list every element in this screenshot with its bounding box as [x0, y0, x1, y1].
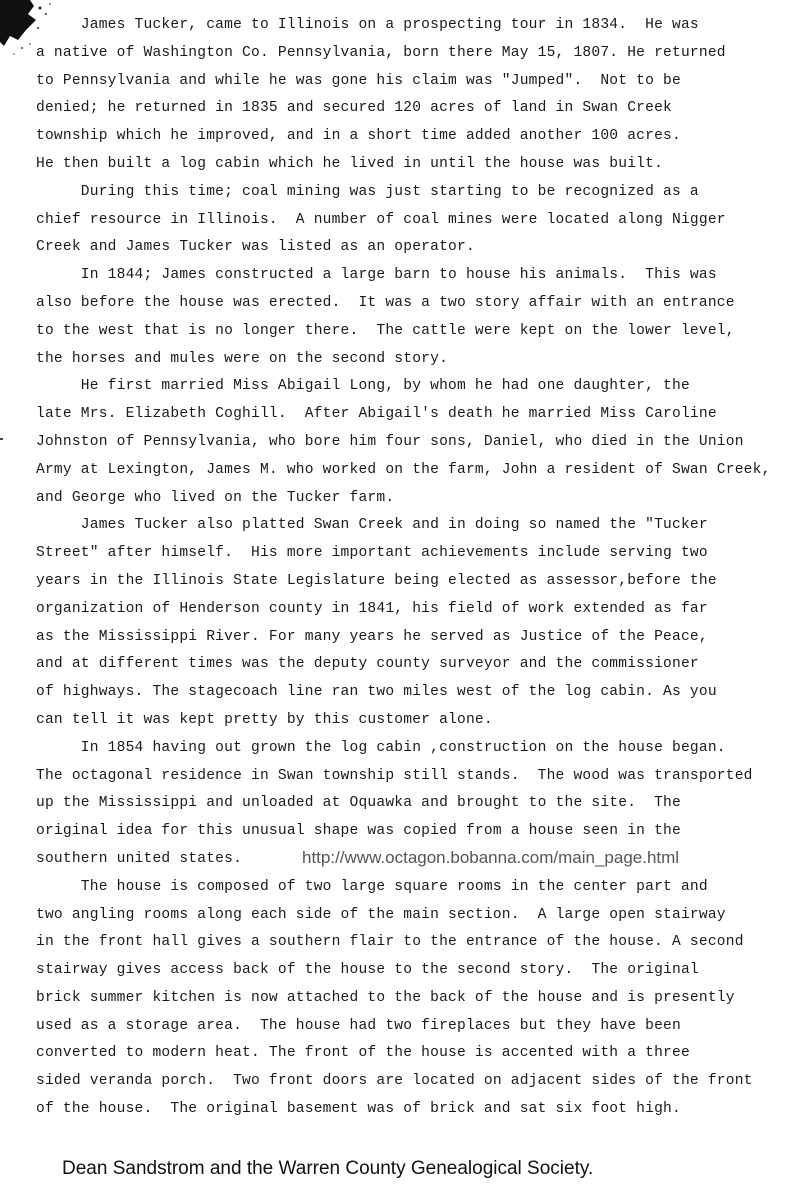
text-line: late Mrs. Elizabeth Coghill. After Abigail's death he married Miss Caroline	[36, 406, 717, 423]
text-line: Army at Lexington, James M. who worked on the farm, John a resident of Swan Creek,	[36, 461, 771, 478]
text-line: Creek and James Tucker was listed as an operator.	[36, 239, 475, 256]
text-line: up the Mississippi and unloaded at Oquawka and brought to the site. The	[36, 795, 681, 812]
text-line: The house is composed of two large square rooms in the center part and	[36, 878, 708, 895]
text-line-with-url	[36, 846, 798, 874]
text-line: The octagonal residence in Swan township still stands. The wood was transported	[36, 767, 753, 784]
body-text	[36, 12, 798, 1124]
text-line: in the front hall gives a southern flair to the entrance of the house. A second	[36, 934, 744, 951]
text-line: chief resource in Illinois. A number of coal mines were located along Nigger	[36, 211, 726, 228]
text-line: sided veranda porch. Two front doors are located on adjacent sides of the front	[36, 1073, 753, 1090]
text-line: During this time; coal mining was just starting to be recognized as a	[36, 183, 699, 200]
text-line: Street" after himself. His more important achievements include serving two	[36, 545, 708, 562]
text-line: a native of Washington Co. Pennsylvania, born there May 15, 1807. He returned	[36, 44, 726, 61]
text-line: to the west that is no longer there. The cattle were kept on the lower level,	[36, 322, 735, 339]
text-line: and George who lived on the Tucker farm.	[36, 489, 395, 506]
text-line: organization of Henderson county in 1841, his field of work extended as far	[36, 600, 708, 617]
text-line: used as a storage area. The house had two fireplaces but they have been	[36, 1017, 681, 1034]
text-line: of highways. The stagecoach line ran two miles west of the log cabin. As you	[36, 684, 717, 701]
paragraph-achievements	[36, 512, 798, 734]
text-line: In 1844; James constructed a large barn to house his animals. This was	[36, 267, 717, 284]
source-url: http://www.octagon.bobanna.com/main_page.html	[302, 847, 680, 867]
text-line: Johnston of Pennsylvania, who bore him four sons, Daniel, who died in the Union	[36, 433, 744, 450]
text-line: stairway gives access back of the house to the second story. The original	[36, 962, 699, 979]
paragraph-house-description	[36, 874, 798, 1124]
text-line: years in the Illinois State Legislature being elected as assessor,before the	[36, 572, 717, 589]
text-line: as the Mississippi River. For many years he served as Justice of the Peace,	[36, 628, 708, 645]
text-line: denied; he returned in 1835 and secured 120 acres of land in Swan Creek	[36, 100, 672, 117]
text-line: James Tucker also platted Swan Creek and in doing so named the "Tucker	[36, 517, 708, 534]
credit-line: Dean Sandstrom and the Warren County Genealogical Society.	[62, 1158, 594, 1179]
text-line: James Tucker, came to Illinois on a prospecting tour in 1834. He was	[36, 17, 699, 33]
text-line: township which he improved, and in a short time added another 100 acres.	[36, 128, 681, 145]
text-line: can tell it was kept pretty by this customer alone.	[36, 711, 493, 728]
text-line: to Pennsylvania and while he was gone his claim was "Jumped". Not to be	[36, 72, 681, 89]
paragraph-family	[36, 373, 798, 512]
text-line: brick summer kitchen is now attached to the back of the house and is presently	[36, 989, 735, 1006]
text-line: two angling rooms along each side of the main section. A large open stairway	[36, 906, 726, 923]
paragraph-construction	[36, 735, 798, 874]
text-line: In 1854 having out grown the log cabin ,construction on the house began.	[36, 739, 726, 756]
text-line: original idea for this unusual shape was copied from a house seen in the	[36, 823, 681, 840]
text-line: southern united states.	[36, 850, 243, 867]
text-line: the horses and mules were on the second story.	[36, 350, 449, 367]
text-line: of the house. The original basement was of brick and sat six foot high.	[36, 1101, 681, 1118]
paragraph-arrival	[36, 12, 798, 179]
text-line: converted to modern heat. The front of the house is accented with a three	[36, 1045, 690, 1062]
text-line: He then built a log cabin which he lived in until the house was built.	[36, 155, 664, 172]
text-line: also before the house was erected. It was a two story affair with an entrance	[36, 294, 735, 311]
paragraph-barn	[36, 262, 798, 373]
paragraph-coal-mining	[36, 179, 798, 262]
text-line: He first married Miss Abigail Long, by whom he had one daughter, the	[36, 378, 690, 395]
text-line: and at different times was the deputy county surveyor and the commissioner	[36, 656, 699, 673]
margin-tick-mark	[0, 438, 3, 440]
